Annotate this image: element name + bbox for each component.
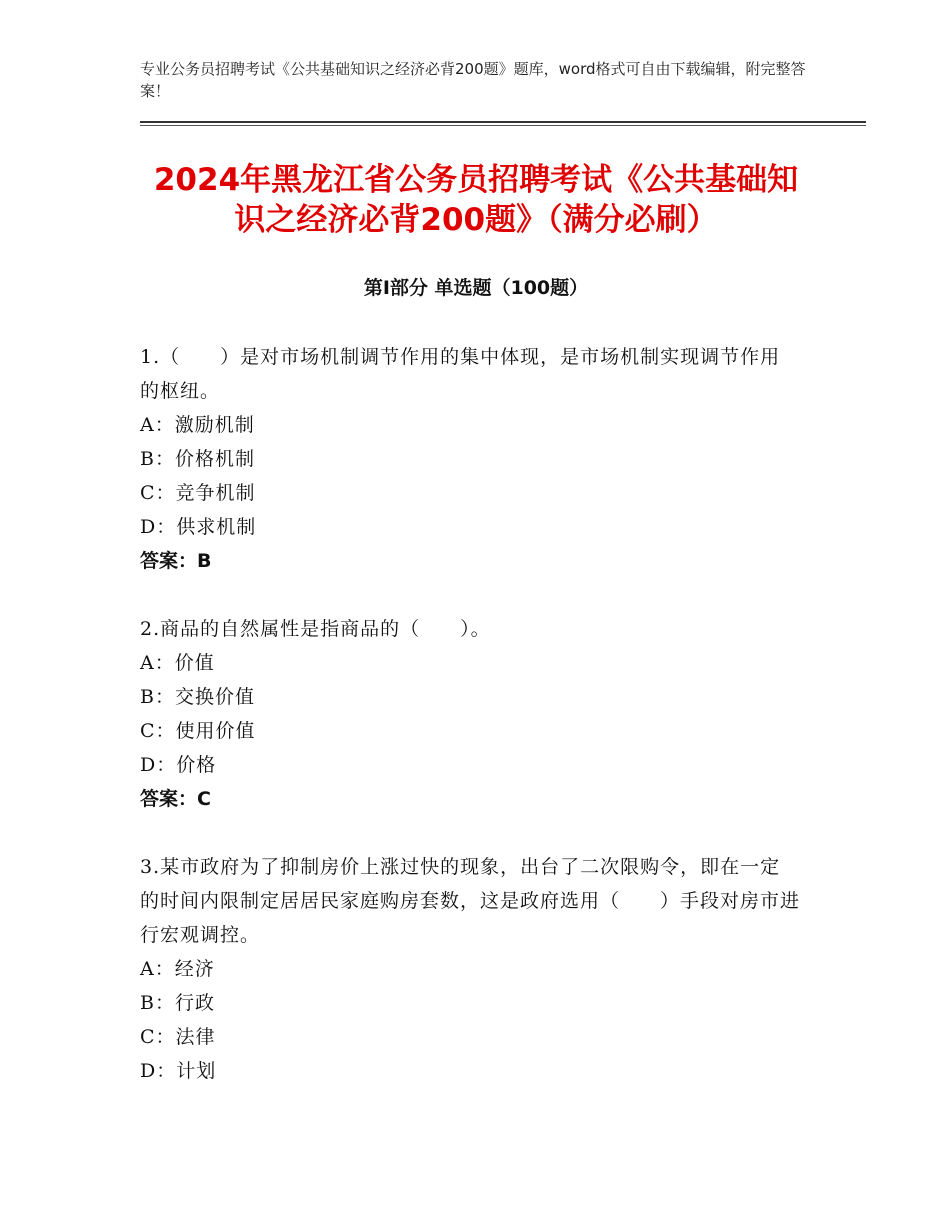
question-option-d: D：计划	[140, 1060, 217, 1082]
question-stem: 3.某市政府为了抑制房价上涨过快的现象，出台了二次限购令，即在一定的时间内限制定居居民家庭购房套数，这是政府选用（ ）手段对房市进行宏观调控。	[140, 856, 801, 946]
question-3	[140, 850, 800, 1088]
question-option-a: A：经济	[140, 958, 215, 980]
document-title: 2024年黑龙江省公务员招聘考试《公共基础知识之经济必背200题》（满分必刷）	[153, 162, 799, 238]
question-2	[140, 612, 800, 816]
header-divider-thin	[140, 125, 866, 126]
question-1	[140, 340, 800, 578]
question-option-b: B：价格机制	[140, 448, 255, 470]
question-option-b: B：交换价值	[140, 686, 255, 708]
header-note: 专业公务员招聘考试《公共基础知识之经济必背200题》题库，word格式可自由下载编辑，附完整答案！	[140, 60, 806, 100]
question-option-d: D：价格	[140, 754, 217, 776]
question-answer: 答案：B	[140, 550, 212, 572]
question-answer: 答案：C	[140, 788, 211, 810]
section-title: 第Ⅰ部分 单选题（100题）	[363, 277, 589, 299]
question-option-c: C：竞争机制	[140, 482, 256, 504]
question-option-c: C：法律	[140, 1026, 216, 1048]
question-stem: 1.（ ）是对市场机制调节作用的集中体现，是市场机制实现调节作用的枢纽。	[140, 346, 781, 402]
question-option-d: D：供求机制	[140, 516, 257, 538]
question-option-b: B：行政	[140, 992, 215, 1014]
question-list	[140, 340, 800, 1122]
question-stem: 2.商品的自然属性是指商品的（ ）。	[140, 618, 491, 640]
question-option-a: A：价值	[140, 652, 215, 674]
header-divider-thick	[140, 121, 866, 123]
question-option-c: C：使用价值	[140, 720, 256, 742]
question-option-a: A：激励机制	[140, 414, 255, 436]
